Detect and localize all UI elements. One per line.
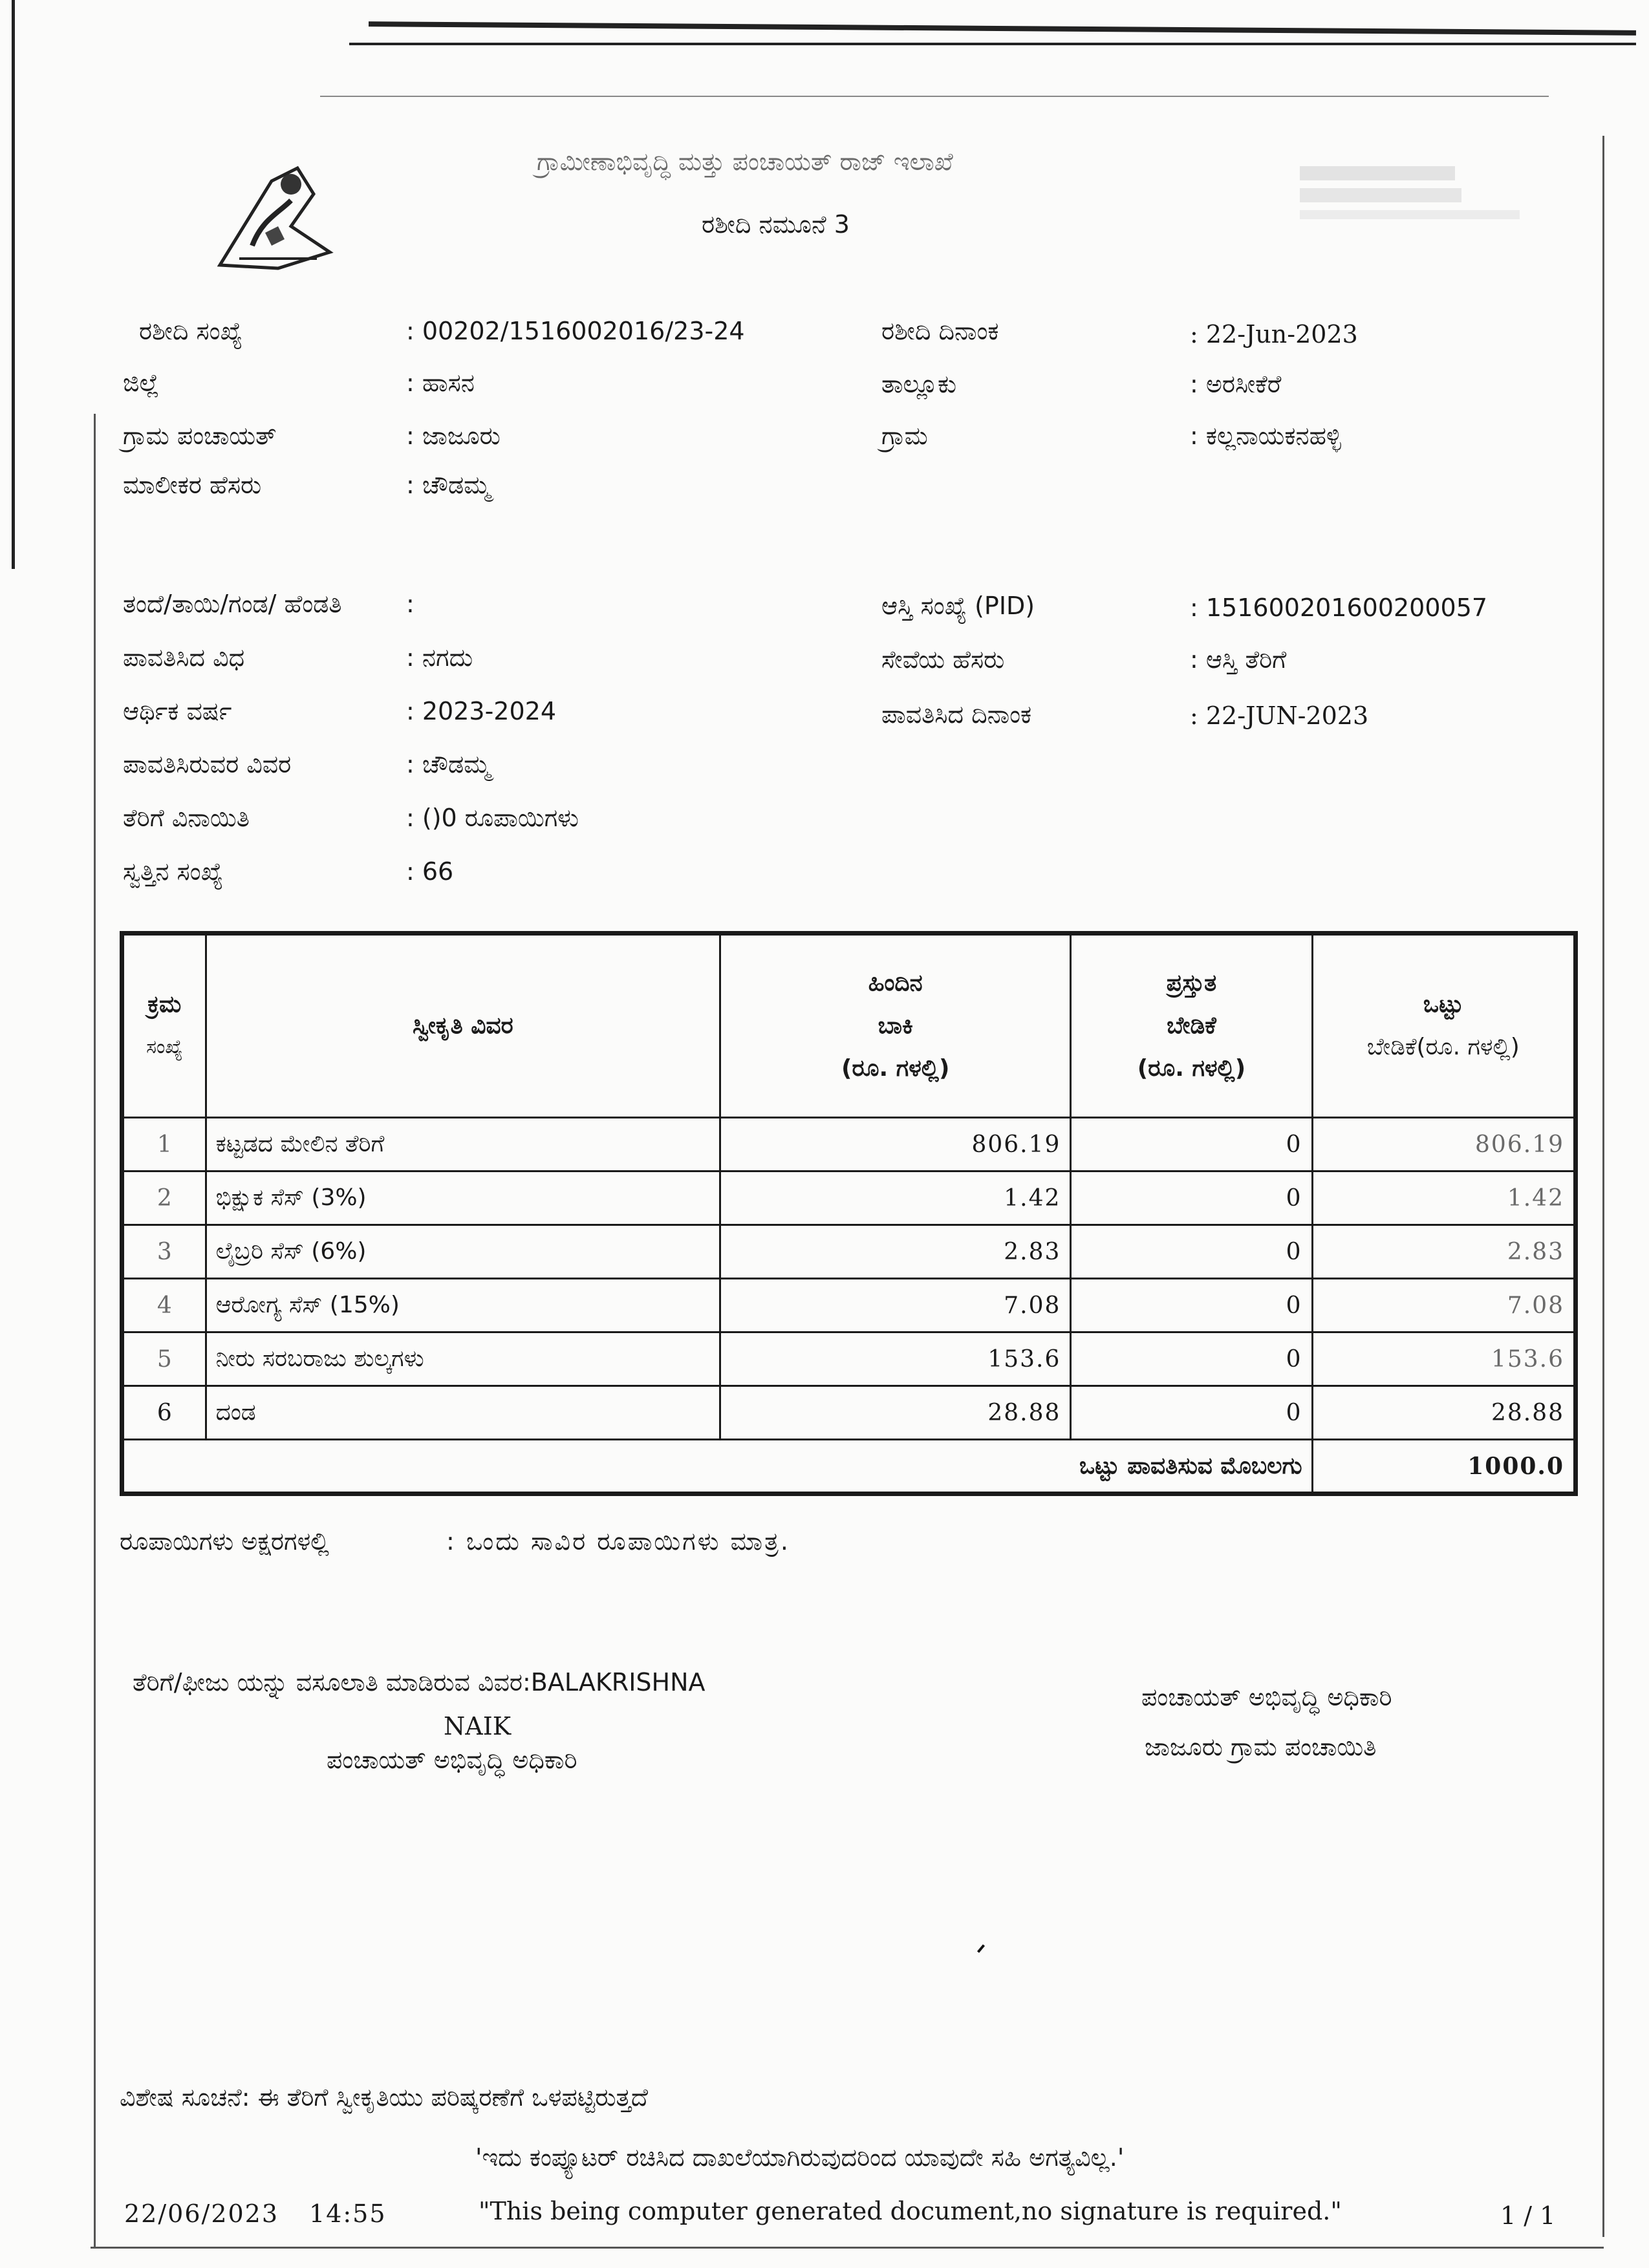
field-label-payer-details: ಪಾವತಿಸಿರುವರ ವಿವರ: [123, 750, 292, 778]
table-total-row: [124, 1440, 1575, 1493]
row-current: 0: [1071, 1225, 1312, 1279]
field-value-receipt-no: : 00202/1516002016/23-24: [406, 317, 745, 345]
field-label-service-name: ಸೇವೆಯ ಹೆಸರು: [881, 645, 1005, 674]
field-value-owner-name: : ಚೌಡಮ್ಮ: [406, 471, 491, 499]
row-description: ನೀರು ಸರಬರಾಜು ಶುಲ್ಕಗಳು: [206, 1332, 720, 1386]
receipt-table: [120, 931, 1578, 1496]
row-current: 0: [1071, 1332, 1312, 1386]
field-value-payer-details: : ಚೌಡಮ್ಮ: [406, 750, 491, 778]
special-note: ವಿಶೇಷ ಸೂಚನೆ: ಈ ತೆರಿಗೆ ಸ್ವೀಕೃತಿಯು ಪರಿಷ್ಕರಣೆಗೆ ಒಳಪಟ್ಟಿರುತ್ತದೆ: [120, 2083, 648, 2112]
page-frame-bottom: [91, 2247, 1604, 2249]
row-sno: 2: [124, 1171, 206, 1225]
field-value-payment-mode: : ನಗದು: [406, 643, 473, 672]
row-previous: 1.42: [720, 1171, 1071, 1225]
field-label-payment-mode: ಪಾವತಿಸಿದ ವಿಧ: [123, 643, 245, 672]
field-value-district: : ಹಾಸನ: [406, 369, 475, 397]
scan-top-stroke: [369, 21, 1636, 36]
footer-english-note: "This being computer generated document,no signature is required.": [479, 2197, 1342, 2225]
field-value-gram-panchayat: : ಜಾಜೂರು: [406, 422, 501, 450]
footer-kannada-note: 'ಇದು ಕಂಪ್ಯೂಟರ್ ರಚಿಸಿದ ದಾಖಲೆಯಾಗಿರುವುದರಿಂದ ಯಾವುದೇ ಸಹಿ ಅಗತ್ಯವಿಲ್ಲ.': [475, 2143, 1125, 2172]
row-sno: 4: [124, 1279, 206, 1332]
field-label-village: ಗ್ರಾಮ: [881, 422, 928, 450]
field-value-property-no: : 66: [406, 857, 454, 886]
table-header-row: [124, 935, 1575, 1118]
field-label-financial-year: ಆರ್ಥಿಕ ವರ್ಷ: [123, 697, 232, 725]
amount-words-label: ರೂಪಾಯಿಗಳು ಅಕ್ಷರಗಳಲ್ಲಿ: [120, 1527, 329, 1556]
field-label-receipt-no: ರಶೀದಿ ಸಂಖ್ಯೆ: [139, 317, 242, 345]
row-sno: 5: [124, 1332, 206, 1386]
table-row: [124, 1386, 1575, 1440]
row-description: ಲೈಬ್ರರಿ ಸೆಸ್ (6%): [206, 1225, 720, 1279]
col-header-sno: [124, 935, 206, 1118]
scan-left-edge: [12, 0, 15, 569]
row-description: ದಂಡ: [206, 1386, 720, 1440]
footer-page: 1 / 1: [1500, 2201, 1556, 2230]
table-row: [124, 1118, 1575, 1171]
field-label-tax-exemption: ತೆರಿಗೆ ವಿನಾಯಿತಿ: [123, 804, 250, 832]
scan-dash-line: [320, 96, 1549, 97]
col-header-cur-line3: (ರೂ. ಗಳಲ್ಲಿ): [1137, 1055, 1246, 1082]
field-label-taluk: ತಾಲ್ಲೂಕು: [881, 370, 957, 398]
row-total: 7.08: [1312, 1279, 1574, 1332]
row-previous: 28.88: [720, 1386, 1071, 1440]
row-current: 0: [1071, 1118, 1312, 1171]
total-value: 1000.0: [1312, 1440, 1574, 1493]
field-value-receipt-date: : 22-Jun-2023: [1190, 320, 1358, 348]
row-sno: 1: [124, 1118, 206, 1171]
amount-words-value: : ಒಂದು ಸಾವಿರ ರೂಪಾಯಿಗಳು ಮಾತ್ರ.: [446, 1527, 790, 1556]
row-total: 1.42: [1312, 1171, 1574, 1225]
table-row: [124, 1171, 1575, 1225]
row-total: 28.88: [1312, 1386, 1574, 1440]
table-row: [124, 1332, 1575, 1386]
field-value-payment-date: : 22-JUN-2023: [1190, 701, 1369, 730]
col-header-cur-line2: ಬೇಡಿಕೆ: [1167, 1012, 1216, 1039]
scan-mark: [977, 1944, 985, 1952]
government-emblem: [200, 155, 349, 272]
field-label-receipt-date: ರಶೀದಿ ದಿನಾಂಕ: [881, 317, 999, 345]
field-value-tax-exemption: : ()0 ರೂಪಾಯಿಗಳು: [406, 804, 579, 832]
faded-logo-text: [1300, 158, 1533, 262]
footer-date: 22/06/2023: [124, 2199, 279, 2228]
field-label-gram-panchayat: ಗ್ರಾಮ ಪಂಚಾಯತ್: [123, 422, 277, 450]
row-current: 0: [1071, 1386, 1312, 1440]
col-header-sno-line1: ಕ್ರಮ: [147, 991, 182, 1018]
col-header-cur-line1: ಪ್ರಸ್ತುತ: [1166, 970, 1217, 996]
col-header-total-demand: [1312, 935, 1574, 1118]
row-total: 806.19: [1312, 1118, 1574, 1171]
field-label-relation: ತಂದೆ/ತಾಯಿ/ಗಂಡ/ ಹೆಂಡತಿ: [123, 590, 342, 618]
row-description: ಭಿಕ್ಷುಕ ಸೆಸ್ (3%): [206, 1171, 720, 1225]
collector-line3: ಪಂಚಾಯತ್ ಅಭಿವೃದ್ಧಿ ಅಧಿಕಾರಿ: [327, 1746, 577, 1774]
row-total: 2.83: [1312, 1225, 1574, 1279]
row-description: ಕಟ್ಟಡದ ಮೇಲಿನ ತೆರಿಗೆ: [206, 1118, 720, 1171]
collector-line2: NAIK: [444, 1712, 512, 1740]
row-previous: 806.19: [720, 1118, 1071, 1171]
field-value-financial-year: : 2023-2024: [406, 697, 557, 725]
officer-line2: ಜಾಜೂರು ಗ್ರಾಮ ಪಂಚಾಯಿತಿ: [1145, 1733, 1377, 1761]
field-value-pid: : 151600201600200057: [1190, 594, 1488, 622]
row-description: ಆರೋಗ್ಯ ಸೆಸ್ (15%): [206, 1279, 720, 1332]
field-value-relation: :: [406, 590, 415, 618]
field-value-service-name: : ಆಸ್ತಿ ತೆರಿಗೆ: [1190, 645, 1287, 674]
field-label-property-no: ಸ್ವತ್ತಿನ ಸಂಖ್ಯೆ: [123, 857, 223, 886]
total-label: ಒಟ್ಟು ಪಾವತಿಸುವ ಮೊಬಲಗು: [124, 1440, 1313, 1493]
table-row: [124, 1225, 1575, 1279]
field-label-payment-date: ಪಾವತಿಸಿದ ದಿನಾಂಕ: [881, 700, 1032, 729]
row-sno: 6: [124, 1386, 206, 1440]
page-frame-left: [94, 414, 96, 2247]
col-header-previous-balance: [720, 935, 1071, 1118]
row-previous: 2.83: [720, 1225, 1071, 1279]
officer-line1: ಪಂಚಾಯತ್ ಅಭಿವೃದ್ಧಿ ಅಧಿಕಾರಿ: [1141, 1683, 1392, 1711]
col-header-prev-line2: ಬಾಕಿ: [878, 1012, 913, 1039]
col-header-tot-line1: ಒಟ್ಟು: [1423, 991, 1463, 1018]
row-current: 0: [1071, 1171, 1312, 1225]
department-title: ಗ್ರಾಮೀಣಾಭಿವೃದ್ಧಿ ಮತ್ತು ಪಂಚಾಯತ್ ರಾಜ್ ಇಲಾಖೆ: [537, 147, 953, 176]
row-previous: 7.08: [720, 1279, 1071, 1332]
field-value-village: : ಕಲ್ಲನಾಯಕನಹಳ್ಳಿ: [1190, 422, 1342, 450]
col-header-prev-line1: ಹಿಂದಿನ: [868, 970, 923, 996]
field-label-pid: ಆಸ್ತಿ ಸಂಖ್ಯೆ (PID): [881, 592, 1035, 620]
row-previous: 153.6: [720, 1332, 1071, 1386]
row-total: 153.6: [1312, 1332, 1574, 1386]
col-header-prev-line3: (ರೂ. ಗಳಲ್ಲಿ): [841, 1055, 950, 1082]
collector-line1: ತೆರಿಗೆ/ಫೀಜು ಯನ್ನು ವಸೂಲಾತಿ ಮಾಡಿರುವ ವಿವರ:BALAKRISHNA: [133, 1668, 706, 1696]
field-label-owner-name: ಮಾಲೀಕರ ಹೆಸರು: [123, 471, 262, 499]
footer-time: 14:55: [309, 2199, 387, 2228]
col-header-tot-line2: ಬೇಡಿಕೆ(ರೂ. ಗಳಲ್ಲಿ): [1366, 1034, 1520, 1060]
field-value-taluk: : ಅರಸೀಕೆರೆ: [1190, 370, 1282, 398]
row-current: 0: [1071, 1279, 1312, 1332]
page-frame-right: [1602, 136, 1604, 2237]
col-header-sno-line2: ಸಂಖ್ಯೆ: [146, 1036, 183, 1058]
col-header-description: ಸ್ವೀಕೃತಿ ವಿವರ: [206, 935, 720, 1118]
col-header-current-demand: [1071, 935, 1312, 1118]
scan-top-stroke-2: [349, 43, 1636, 45]
form-title: ರಶೀದಿ ನಮೂನೆ 3: [702, 210, 850, 239]
table-row: [124, 1279, 1575, 1332]
row-sno: 3: [124, 1225, 206, 1279]
field-label-district: ಜಿಲ್ಲೆ: [123, 369, 160, 397]
